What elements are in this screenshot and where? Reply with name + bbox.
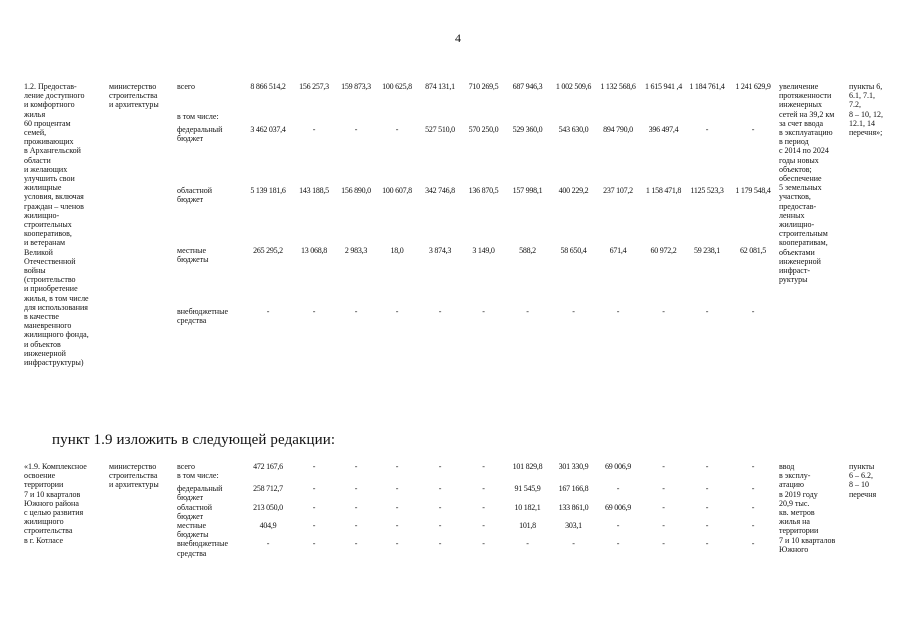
funding-source-label: внебюджетные средства [177,539,228,558]
funding-value: 303,1 [565,521,582,531]
funding-value: 1125 523,3 [690,185,724,195]
funding-value: 213 050,0 [253,502,283,512]
funding-source-label: областной бюджет [177,185,213,204]
funding-value: - [438,521,442,531]
funding-value: - [438,306,442,316]
funding-value: 342 746,8 [425,185,455,195]
funding-value: - [354,502,358,512]
funding-value: 59 238,1 [694,246,720,256]
funding-value: - [482,539,485,549]
funding-value: - [395,462,399,471]
funding-value [727,471,779,484]
funding-value: - [705,521,709,531]
funding-value: - [662,462,665,471]
funding-source-label: федеральный бюджет [177,484,223,503]
funding-value: 237 107,2 [603,185,633,195]
funding-value: - [395,125,399,135]
funding-value: 159 873,3 [341,82,371,91]
funding-value: - [751,462,755,471]
funding-value: - [616,306,620,316]
funding-value: 100 607,8 [382,185,412,195]
funding-value: - [482,306,485,316]
funding-value [335,471,377,484]
funding-value: 58 650,4 [560,246,587,256]
funding-value [417,471,463,484]
funding-value: 1 184 761,4 [689,82,725,91]
section-heading: пункт 1.9 изложить в следующей редакции: [52,432,336,448]
measure-description: 1.2. Предостав- ление доступного и комфортного жилья 60 процентам семей, проживающих в Архангельской области и желающих улучшить свои жилищные условия, включая граждан – членов жилищно- строительных кооперативов, и ветеранам Великой Отечественной войны (строительство и приобретение жилья, в том числе для использования в качестве маневренного жилищного фонда, и объектов инженерной инфраструктуры) [24,82,89,368]
funding-value [377,112,417,125]
funding-value: 62 081,5 [740,246,766,256]
funding-value: 69 006,9 [605,462,631,471]
funding-value: - [266,306,270,316]
responsible-executor: министерство строительства и архитектуры [109,82,159,110]
funding-value: - [312,125,316,135]
funding-value: - [526,539,529,549]
funding-value: - [354,521,358,531]
funding-value [596,471,640,484]
funding-value [687,112,727,125]
funding-value [551,471,596,484]
funding-value: - [482,462,485,471]
funding-value: - [572,306,575,316]
funding-value: - [354,539,358,549]
funding-value: 143 188,5 [299,185,329,195]
funding-value: - [482,502,485,512]
funding-value: - [312,484,316,494]
program-table-block-1-9 [24,462,899,558]
measure-description: «1.9. Комплексное освоение территории 7 и 10 кварталов Южного района с целью развития жилищного строительства в г. Котласе [24,462,87,545]
funding-value [640,112,687,125]
funding-value: 18,0 [390,246,404,256]
funding-value: 1 179 548,4 [735,185,771,195]
funding-value: 8 866 514,2 [250,82,286,91]
funding-value: 156 257,3 [299,82,329,91]
funding-value: - [354,306,358,316]
funding-value: 3 462 037,4 [250,125,286,135]
funding-value: 588,2 [519,246,536,256]
funding-value [596,112,640,125]
funding-value [551,112,596,125]
funding-value: 543 630,0 [558,125,589,135]
funding-value: 1 002 509,6 [555,82,592,91]
funding-source-label: внебюджетные средства [177,306,228,325]
funding-value: - [312,502,316,512]
funding-value: 258 712,7 [253,484,283,494]
funding-value: - [312,462,316,471]
funding-value: 1 132 568,6 [600,82,636,91]
funding-value [377,471,417,484]
funding-value: - [266,539,270,549]
funding-value: - [705,484,709,494]
funding-value: - [312,539,316,549]
funding-value: 2 983,3 [344,246,368,256]
funding-value: - [482,484,485,494]
funding-value: - [751,484,755,494]
funding-value: - [705,539,709,549]
funding-value: - [751,306,755,316]
list-references: пункты 6 – 6.2, 8 – 10 перечня [849,462,877,499]
funding-value: - [438,539,442,549]
funding-value: 265 295,2 [253,246,283,256]
funding-value [293,471,335,484]
funding-value: - [395,484,399,494]
funding-value: 156 890,0 [341,185,371,195]
funding-value: 101,8 [519,521,536,531]
funding-value: - [662,539,665,549]
funding-value: 404,9 [259,521,277,531]
funding-value: - [616,484,620,494]
funding-value: 1 158 471,8 [645,185,682,195]
funding-value: 1 615 941 ,4 [645,82,682,91]
funding-value [335,112,377,125]
funding-value: 167 166,8 [558,484,589,494]
funding-value: 687 946,3 [512,82,543,91]
funding-value: - [312,521,316,531]
funding-source-label: в том числе: [177,112,219,122]
funding-value: 101 829,8 [512,462,543,471]
funding-value [463,112,504,125]
funding-value: - [616,521,620,531]
funding-source-label: местные бюджеты [177,521,209,540]
funding-value: 301 330,9 [558,462,589,471]
funding-value: 3 149,0 [472,246,495,256]
funding-value: 136 870,5 [468,185,499,195]
funding-value: 671,4 [609,246,627,256]
funding-value: - [751,502,755,512]
page-number: 4 [455,31,461,45]
funding-value: 527 510,0 [425,125,455,135]
program-table-block-1-2 [24,82,899,367]
funding-value: - [751,125,755,135]
funding-value: 710 269,5 [468,82,499,91]
funding-value: - [751,539,755,549]
funding-value: - [438,484,442,494]
funding-value: 400 229,2 [558,185,589,195]
funding-value: - [526,306,529,316]
funding-value [640,471,687,484]
funding-source-label: местные бюджеты [177,246,209,265]
funding-value: 91 545,9 [514,484,541,494]
funding-value: - [438,462,442,471]
expected-result: увеличение протяженности инженерных сетей на 39,2 км за счет ввода в эксплуатацию в период с 2014 по 2024 годы новых объектов; обеспечение 5 земельных участков, предостав- ленных жилищно- строительным кооперативам, объектами инженерной инфраст- руктуры [779,82,835,285]
funding-value: - [662,521,665,531]
funding-value: - [438,502,442,512]
funding-value: 529 360,0 [512,125,543,135]
funding-value [463,471,504,484]
funding-value: 396 497,4 [648,125,679,135]
funding-value: 69 006,9 [605,502,631,512]
funding-value [504,471,551,484]
funding-value: - [705,502,709,512]
funding-value [243,471,293,484]
funding-value: 133 861,0 [558,502,589,512]
funding-value: 13 068,8 [301,246,327,256]
funding-value [727,112,779,125]
funding-value: 570 250,0 [468,125,499,135]
funding-value: - [354,125,358,135]
funding-value: 472 167,6 [253,462,283,471]
funding-value [417,112,463,125]
funding-source-label: федеральный бюджет [177,125,223,144]
funding-value: 874 131,1 [425,82,455,91]
funding-value: - [751,521,755,531]
funding-value: 10 182,1 [514,502,541,512]
funding-source-label: областной бюджет [177,502,213,521]
funding-value: 5 139 181,6 [250,185,286,195]
funding-value [293,112,335,125]
funding-value: - [705,462,709,471]
funding-value: 1 241 629,9 [735,82,771,91]
funding-value [504,112,551,125]
funding-value: - [482,521,485,531]
funding-source-label: в том числе: [177,471,219,481]
funding-source-label: всего [177,82,196,91]
funding-value: 100 625,8 [382,82,412,91]
funding-value: - [616,539,620,549]
funding-value: - [662,484,665,494]
responsible-executor: министерство строительства и архитектуры [109,462,159,490]
funding-value: 894 790,0 [603,125,633,135]
funding-source-label: всего [177,462,196,471]
funding-value: - [572,539,575,549]
funding-value: 60 972,2 [650,246,677,256]
funding-value: - [662,502,665,512]
list-references: пункты 6, 6.1, 7.1, 7.2, 8 – 10, 12, 12.1, 14 перечня»; [849,82,883,138]
funding-value: - [705,306,709,316]
funding-value: - [395,521,399,531]
funding-value [687,471,727,484]
funding-value: - [354,484,358,494]
funding-value: - [395,306,399,316]
funding-value: - [662,306,665,316]
funding-value: - [395,502,399,512]
funding-value [243,112,293,125]
funding-value: - [354,462,358,471]
expected-result: ввод в эксплу- атацию в 2019 году 20,9 тыс. кв. метров жилья на территории 7 и 10 кварталов Южного [779,462,836,554]
funding-value: - [395,539,399,549]
funding-value: - [705,125,709,135]
funding-value: 157 998,1 [512,185,543,195]
funding-value: - [312,306,316,316]
funding-value: 3 874,3 [428,246,452,256]
